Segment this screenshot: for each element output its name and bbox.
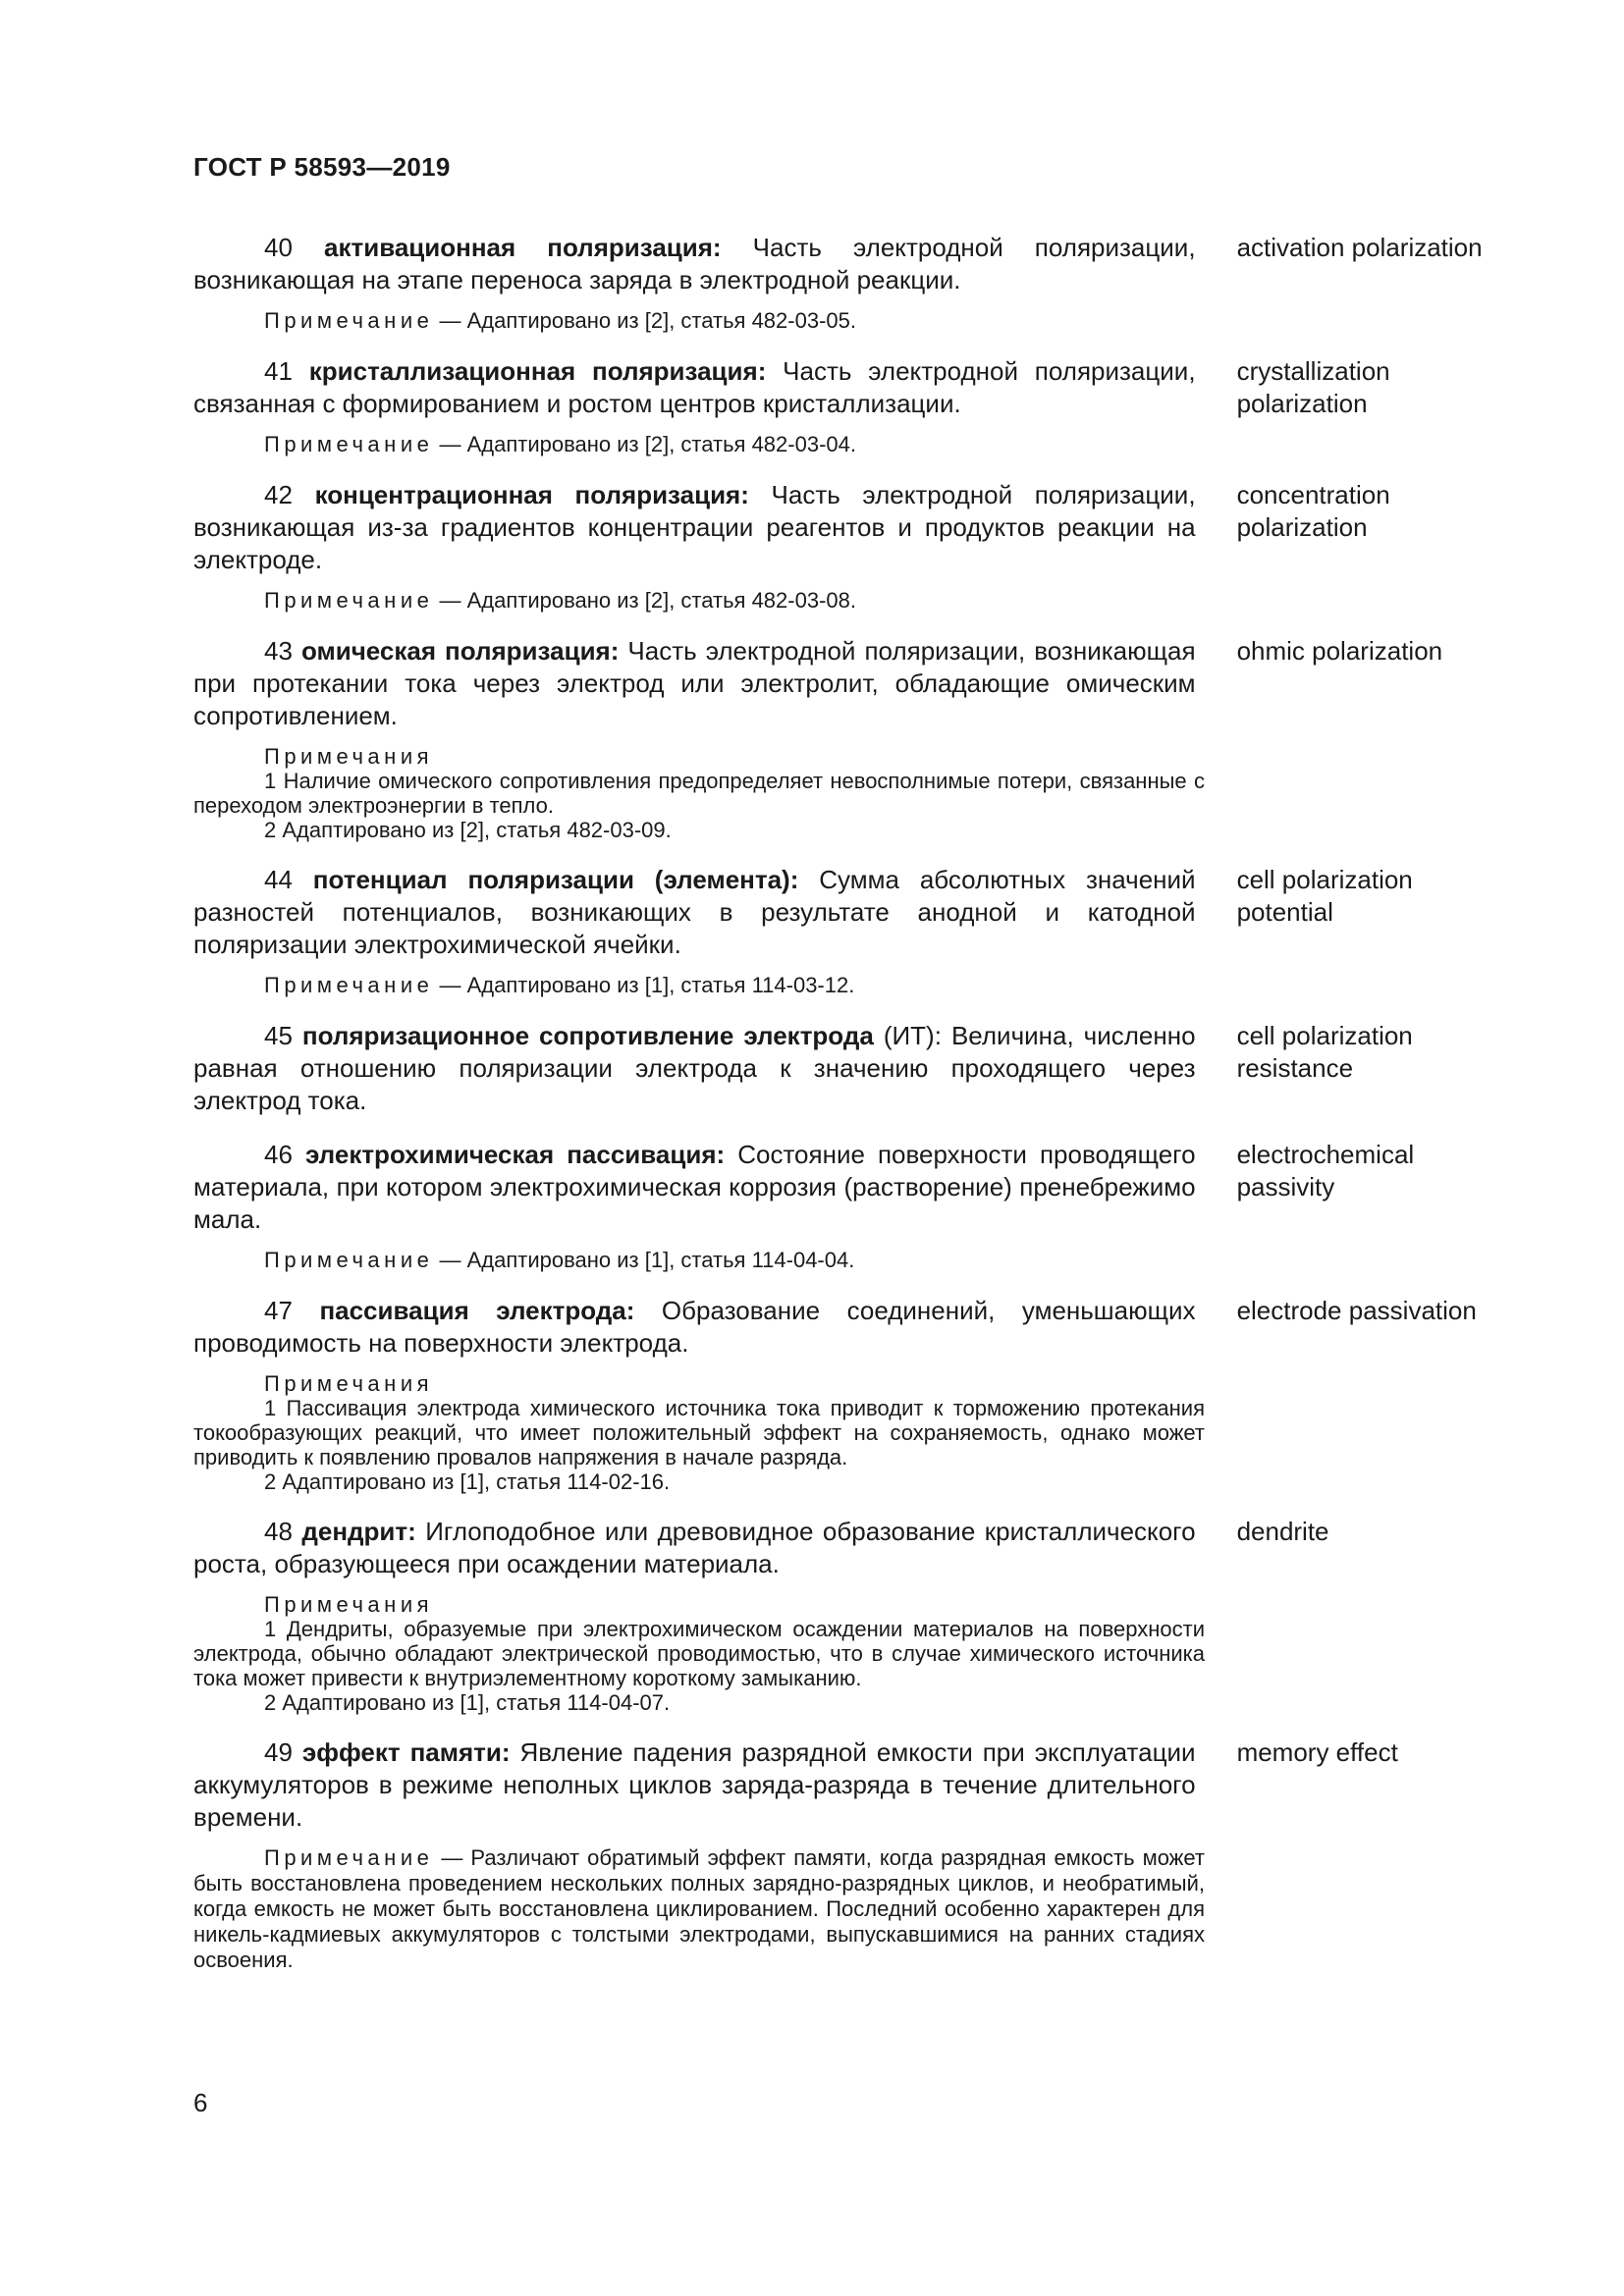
term-definition: 42 концентрационная поляризация: Часть электродной поляризации, возникающая из-за градиентов концентрации реагентов и продуктов реакции на электроде.: [193, 480, 1196, 574]
term-definition: 46 электрохимическая пассивация: Состояние поверхности проводящего материала, при котором электрохимическая коррозия (растворение) пренебрежимо мала.: [193, 1140, 1196, 1234]
term-entry-46: [193, 1139, 1509, 1236]
note-item: 1 Пассивация электрода химического источника тока приводит к торможению протекания токообразующих реакций, что имеет положительный эффект на сохраняемость, однако может приводить к появлению провалов напряжения в начале разряда.: [193, 1396, 1205, 1469]
term-definition: 47 пассивация электрода: Образование соединений, уменьшающих проводимость на поверхности электрода.: [193, 1296, 1196, 1358]
term-name: потенциал поляризации (элемента):: [312, 865, 799, 894]
term-notes: [193, 1592, 1205, 1715]
term-name: концентрационная поляризация:: [314, 480, 749, 509]
term-english: crystallization polarization: [1236, 356, 1390, 418]
note-item: 1 Дендриты, образуемые при электрохимическом осаждении материалов на поверхности электрода, обычно обладают электрической проводимостью, что в случае химического источника тока может привести к внутриэлементному короткому замыканию.: [193, 1617, 1205, 1690]
page-number: 6: [193, 2088, 208, 2117]
term-english: memory effect: [1236, 1737, 1398, 1767]
term-definition: 44 потенциал поляризации (элемента): Сумма абсолютных значений разностей потенциалов, возникающих в результате анодной и катодной поляризации электрохимической ячейки.: [193, 865, 1196, 959]
term-definition: 43 омическая поляризация: Часть электродной поляризации, возникающая при протекании тока через электрод или электролит, обладающие омическим сопротивлением.: [193, 636, 1196, 730]
notes-label: Примечания: [264, 1371, 434, 1396]
term-definition: 40 активационная поляризация: Часть электродной поляризации, возникающая на этапе переноса заряда в электродной реакции.: [193, 233, 1196, 294]
term-entry-44: [193, 864, 1509, 961]
note-item: 2 Адаптировано из [2], статья 482-03-09.: [264, 818, 672, 842]
term-entry-42: [193, 479, 1509, 576]
term-entry-47: [193, 1295, 1509, 1360]
term-definition: 48 дендрит: Иглоподобное или древовидное образование кристаллического роста, образующееся при осаждении материала.: [193, 1517, 1196, 1578]
term-entry-40: [193, 232, 1509, 296]
term-english: ohmic polarization: [1236, 636, 1443, 666]
note-item: 1 Наличие омического сопротивления предопределяет невосполнимые потери, связанные с переходом электроэнергии в тепло.: [193, 769, 1205, 818]
term-english: concentration polarization: [1236, 480, 1390, 542]
term-definition: 45 поляризационное сопротивление электрода (ИТ): Величина, численно равная отношению поляризации электрода к значению проходящего через электрод тока.: [193, 1021, 1196, 1115]
term-definition: 49 эффект памяти: Явление падения разрядной емкости при эксплуатации аккумуляторов в режиме неполных циклов заряда-разряда в течение длительного времени.: [193, 1737, 1196, 1832]
term-name: активационная поляризация:: [324, 233, 722, 262]
notes-label: Примечания: [264, 744, 434, 769]
term-note: Примечание — Адаптировано из [2], статья 482-03-08.: [264, 588, 856, 613]
notes-label: Примечания: [264, 1592, 434, 1617]
term-notes: [193, 1371, 1205, 1494]
term-english: electrochemical passivity: [1236, 1140, 1415, 1201]
term-name: дендрит:: [301, 1517, 416, 1546]
term-english: cell polarization potential: [1236, 865, 1413, 927]
term-definition: 41 кристаллизационная поляризация: Часть электродной поляризации, связанная с формированием и ростом центров кристаллизации.: [193, 356, 1196, 418]
term-note: Примечание — Адаптировано из [2], статья 482-03-05.: [264, 308, 856, 333]
terms-list: [193, 232, 1509, 1973]
term-note: Примечание — Адаптировано из [1], статья 114-03-12.: [264, 973, 855, 997]
term-name: омическая поляризация:: [300, 636, 620, 666]
term-entry-41: [193, 355, 1509, 420]
term-entry-49: [193, 1736, 1509, 1834]
term-note: Примечание — Адаптировано из [1], статья 114-04-04.: [264, 1248, 855, 1272]
term-entry-48: [193, 1516, 1509, 1580]
note-item: 2 Адаптировано из [1], статья 114-02-16.: [264, 1469, 671, 1494]
standard-header: ГОСТ Р 58593—2019: [193, 152, 451, 182]
term-name: электрохимическая пассивация:: [304, 1140, 726, 1169]
term-notes: [193, 744, 1205, 842]
term-name: кристаллизационная поляризация:: [308, 356, 767, 386]
term-entry-43: [193, 635, 1509, 732]
term-english: electrode passivation: [1236, 1296, 1477, 1325]
term-english: cell polarization resistance: [1236, 1021, 1413, 1083]
term-english: dendrite: [1236, 1517, 1329, 1546]
term-name: поляризационное сопротивление электрода: [301, 1021, 874, 1050]
term-name: пассивация электрода:: [319, 1296, 635, 1325]
note-item: 2 Адаптировано из [1], статья 114-04-07.: [264, 1690, 671, 1715]
term-entry-45: [193, 1020, 1509, 1117]
term-note: Примечание — Адаптировано из [2], статья 482-03-04.: [264, 432, 856, 456]
term-note: Примечание — Различают обратимый эффект памяти, когда разрядная емкость может быть восстановлена проведением нескольких полных зарядно-разрядных циклов, и необратимый, когда емкость не может быть восстановлена циклированием. Последний особенно характерен для никель-кадмиевых аккумуляторов с толстыми электродами, выпускавшимися на ранних стадиях освоения.: [193, 1845, 1205, 1972]
term-english: activation polarization: [1236, 233, 1483, 262]
term-name: эффект памяти:: [301, 1737, 511, 1767]
